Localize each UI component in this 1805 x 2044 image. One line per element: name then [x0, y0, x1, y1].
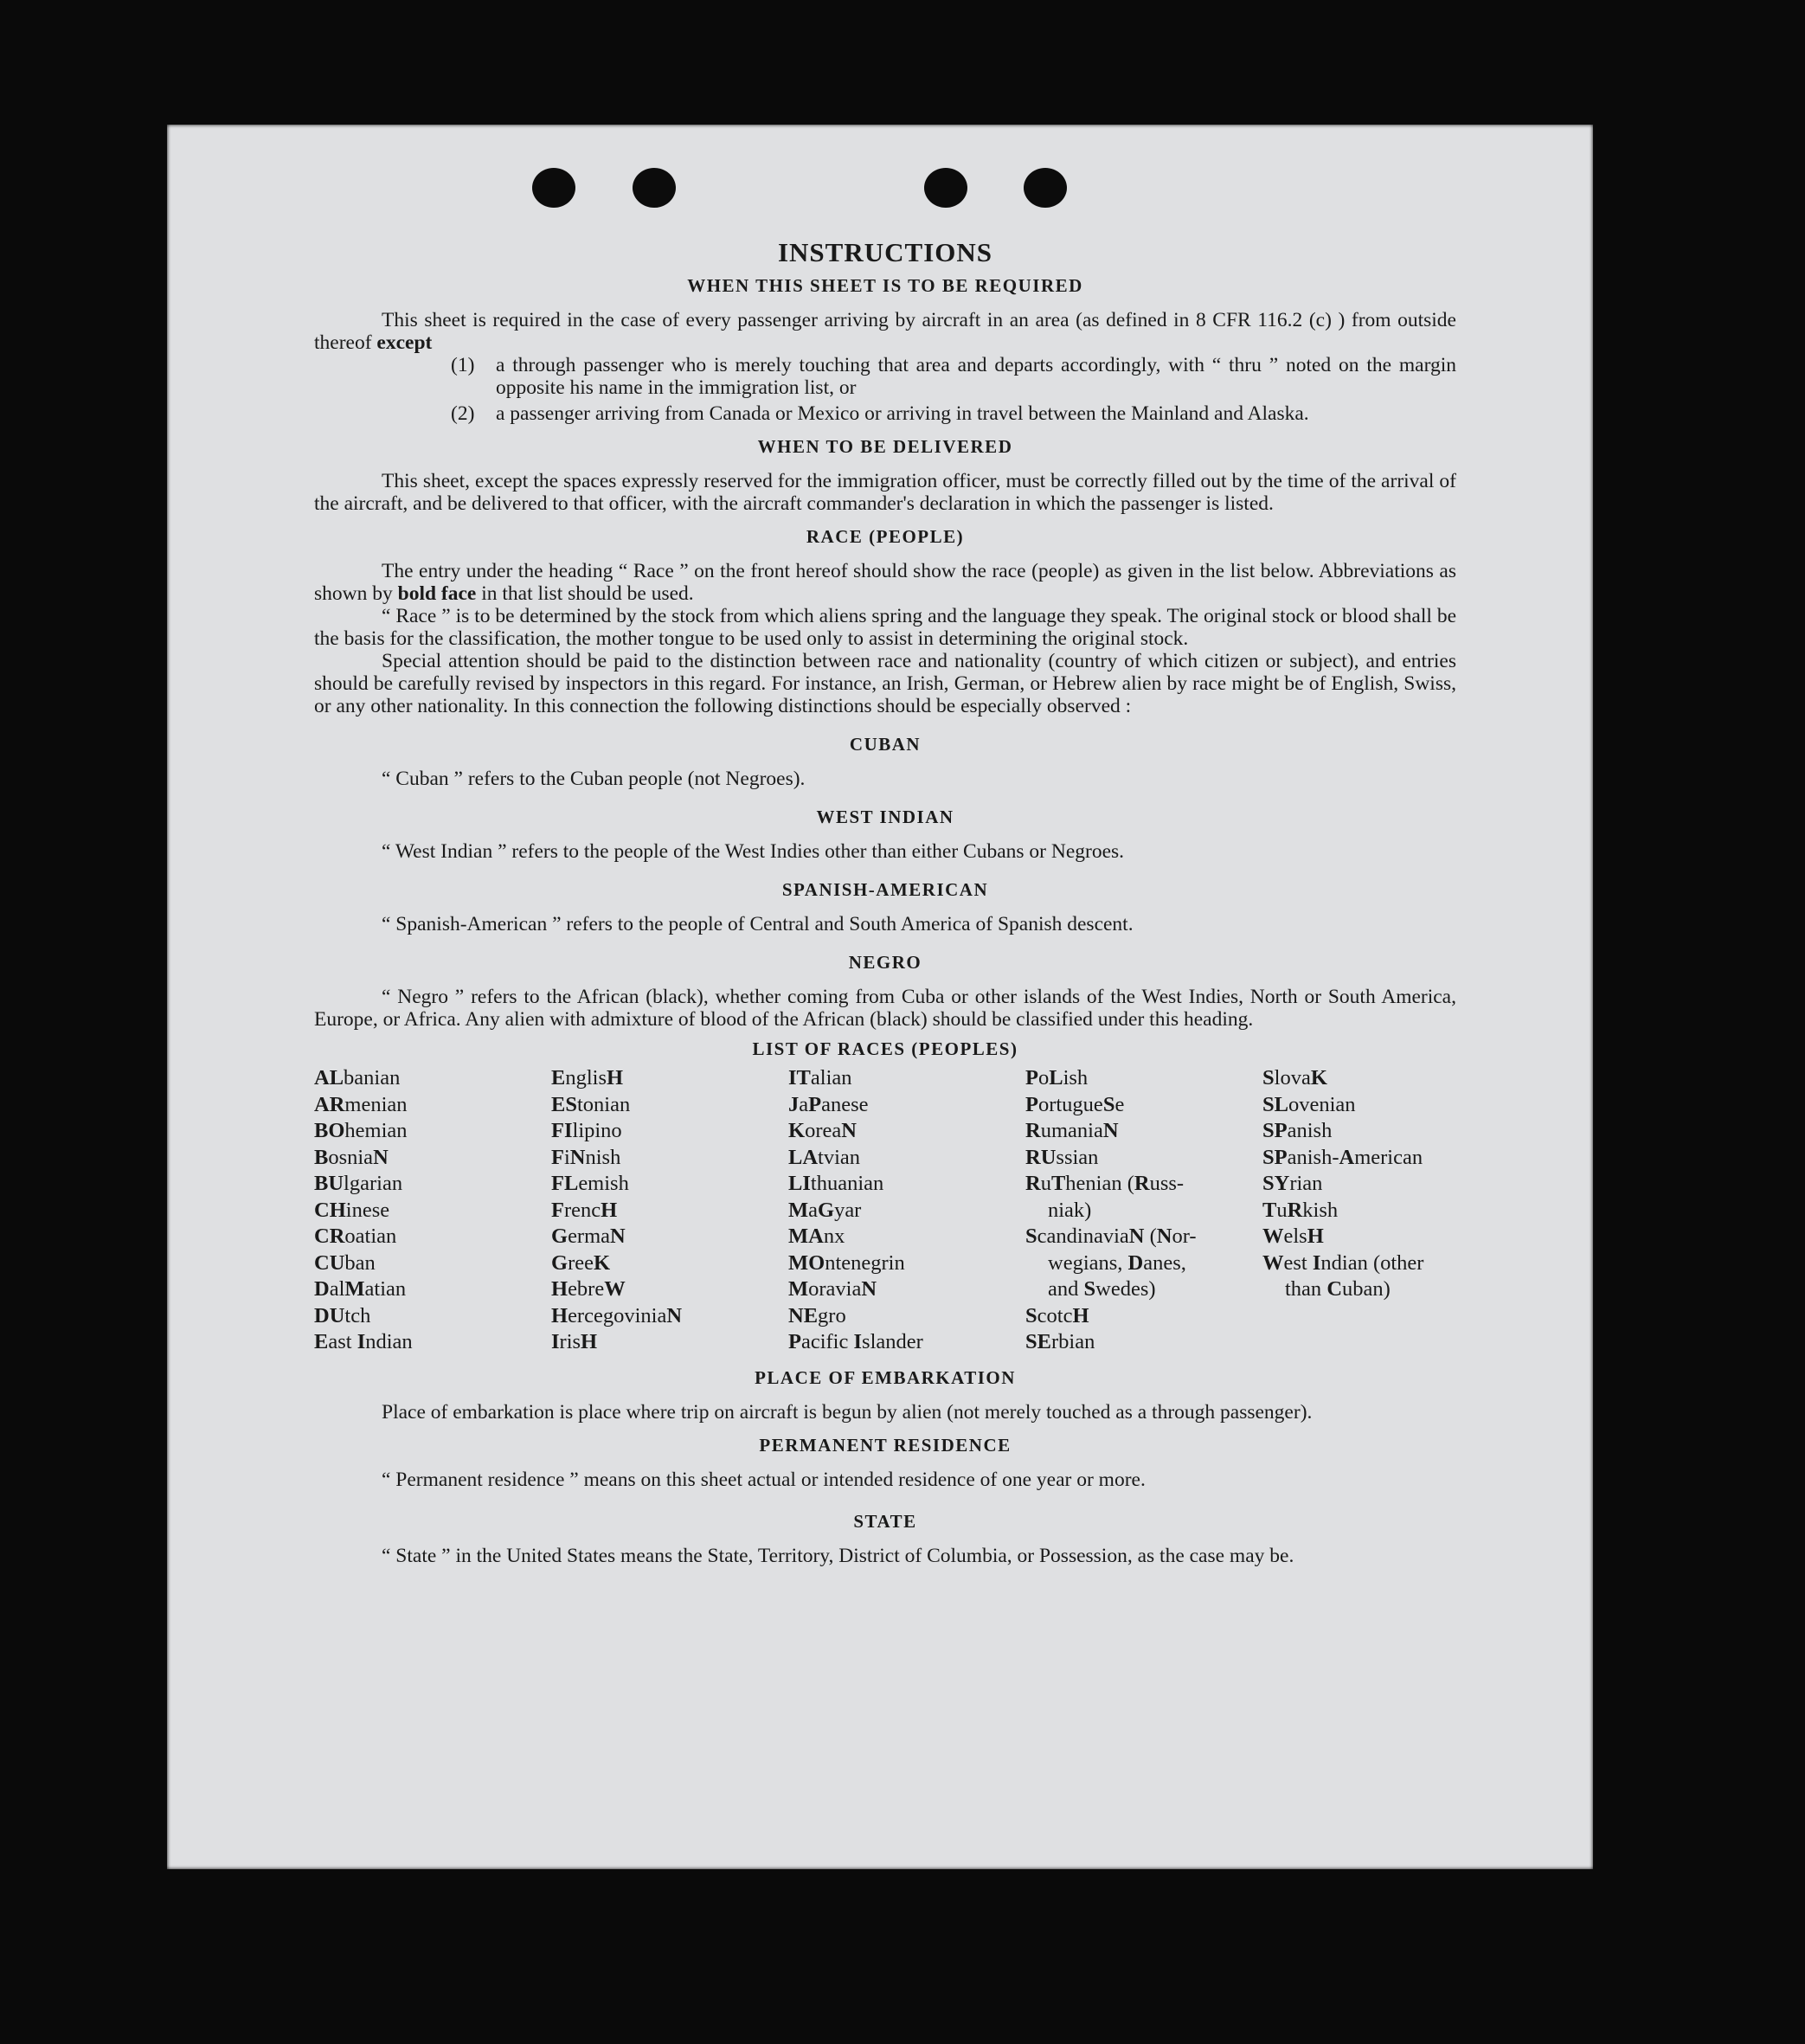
punch-hole — [924, 168, 967, 208]
required-intro: This sheet is required in the case of every passenger arriving by aircraft in an area (as defined in 8 CFR 116.2 (c) ) from outside thereof except — [314, 309, 1456, 354]
race-entry: Pacific Islander — [788, 1330, 923, 1353]
heading-race: RACE (PEOPLE) — [806, 526, 965, 547]
race-entry: ScandinaviaN (Nor- — [1025, 1224, 1197, 1248]
race-entry: HebreW — [551, 1277, 626, 1301]
race-entry: KoreaN — [788, 1119, 857, 1142]
race-paragraph-1: The entry under the heading “ Race ” on the front hereof should show the race (people) as given in the list below. Abbreviations as shown by bold face in that list should be used. — [314, 560, 1456, 605]
race-entry: SErbian — [1025, 1330, 1095, 1353]
heading-required: WHEN THIS SHEET IS TO BE REQUIRED — [687, 275, 1083, 296]
heading-list-of-races: LIST OF RACES (PEOPLES) — [752, 1038, 1018, 1059]
race-entry: West Indian (other — [1262, 1250, 1424, 1275]
cuban-text: “ Cuban ” refers to the Cuban people (not Negroes). — [382, 768, 806, 790]
race-entry: CRoatian — [314, 1224, 397, 1248]
residence-text: “ Permanent residence ” means on this sheet actual or intended residence of one year or more. — [382, 1468, 1146, 1491]
race-entry: BosniaN — [314, 1145, 389, 1169]
race-entry: MOntenegrin — [788, 1250, 905, 1275]
required-item-2: (2) a passenger arriving from Canada or Mexico or arriving in travel between the Mainland and Alaska. — [451, 402, 1309, 425]
race-entry: FiNnish — [551, 1145, 621, 1169]
race-entry: ITalian — [788, 1066, 852, 1089]
race-entry — [1262, 1303, 1456, 1330]
race-entry: SPanish-American — [1262, 1145, 1423, 1169]
race-entry: PortugueSe — [1025, 1092, 1125, 1116]
race-entry: ScotcH — [1025, 1303, 1089, 1327]
race-entry: EnglisH — [551, 1066, 624, 1089]
race-entry: GermaN — [551, 1224, 626, 1248]
west-indian-text: “ West Indian ” refers to the people of the West Indies other than either Cubans or Negroes. — [382, 840, 1125, 863]
race-entry: BOhemian — [314, 1119, 408, 1142]
races-list — [314, 1065, 1456, 1356]
race-entry: SYrian — [1262, 1172, 1323, 1195]
race-entry: FLemish — [551, 1172, 629, 1195]
race-entry: MoraviaN — [788, 1277, 877, 1301]
delivered-text: This sheet, except the spaces expressly reserved for the immigration officer, must be correctly filled out by the time of the arrival of the aircraft, and be delivered to that officer, with the aircraft commander's declaration in which the passenger is listed. — [314, 470, 1456, 515]
race-entry: IrisH — [551, 1330, 598, 1353]
race-entry: SLovenian — [1262, 1092, 1356, 1116]
race-entry: PoLish — [1025, 1066, 1089, 1089]
race-entry: MaGyar — [788, 1198, 862, 1222]
race-entry: wegians, Danes, — [1048, 1250, 1186, 1275]
race-entry: than Cuban) — [1285, 1277, 1391, 1301]
race-entry: JaPanese — [788, 1092, 869, 1116]
race-entry: and Swedes) — [1048, 1277, 1156, 1301]
race-entry: LIthuanian — [788, 1172, 884, 1195]
race-entry: DalMatian — [314, 1277, 407, 1301]
race-entry: MAnx — [788, 1224, 845, 1248]
race-paragraph-2: “ Race ” is to be determined by the stock from which aliens spring and the language they speak. The original stock or blood shall be the basis for the classification, the mother tongue to be used only to assist in determining the original stock. — [314, 605, 1456, 650]
required-item-1: (1) a through passenger who is merely touching that area and departs accordingly, with “ thru ” noted on the margin opposite his name in the immigration list, or — [451, 354, 1456, 399]
race-entry: HercegoviniaN — [551, 1303, 683, 1327]
race-entry — [1262, 1329, 1456, 1356]
race-entry: RUssian — [1025, 1145, 1099, 1169]
punch-hole — [633, 168, 676, 208]
punch-hole — [532, 168, 575, 208]
race-entry: FrencH — [551, 1198, 618, 1222]
heading-cuban: CUBAN — [849, 734, 922, 755]
race-paragraph-3: Special attention should be paid to the distinction between race and nationality (country of which citizen or subject), and entries should be carefully revised by inspectors in this regard. For instance, an Irish, German, or Hebrew alien by race might be of English, Swiss, or any other nationality. In this connection the following distinctions should be especially observed : — [314, 650, 1456, 717]
heading-spanish-american: SPANISH-AMERICAN — [781, 879, 989, 900]
race-entry: RuThenian (Russ- — [1025, 1172, 1185, 1195]
instructions-content — [314, 237, 1456, 1567]
race-entry: FIlipino — [551, 1119, 622, 1142]
heading-west-indian: WEST INDIAN — [816, 807, 954, 827]
race-entry: RumaniaN — [1025, 1119, 1119, 1142]
race-entry: EStonian — [551, 1092, 631, 1116]
heading-negro: NEGRO — [848, 952, 922, 973]
race-entry: SlovaK — [1262, 1066, 1327, 1089]
race-entry: GreeK — [551, 1250, 611, 1275]
race-entry: ARmenian — [314, 1092, 408, 1116]
race-entry: NEgro — [788, 1303, 846, 1327]
spanish-american-text: “ Spanish-American ” refers to the people of Central and South America of Spanish descent. — [382, 913, 1134, 935]
race-entry: niak) — [1048, 1198, 1092, 1222]
race-entry: ALbanian — [314, 1066, 401, 1089]
heading-residence: PERMANENT RESIDENCE — [759, 1434, 1012, 1456]
race-entry: DUtch — [314, 1303, 371, 1327]
state-text: “ State ” in the United States means the State, Territory, District of Columbia, or Possession, as the case may be. — [382, 1544, 1294, 1567]
punch-hole — [1024, 168, 1067, 208]
heading-state: STATE — [853, 1510, 917, 1532]
document-sheet — [167, 125, 1593, 1869]
race-entry: East Indian — [314, 1330, 413, 1353]
heading-embarkation: PLACE OF EMBARKATION — [755, 1366, 1016, 1388]
embarkation-text: Place of embarkation is place where trip on aircraft is begun by alien (not merely touched as a through passenger). — [382, 1400, 1313, 1424]
race-entry: CHinese — [314, 1198, 390, 1222]
race-entry: TuRkish — [1262, 1198, 1339, 1222]
race-entry: WelsH — [1262, 1224, 1324, 1248]
race-entry: LAtvian — [788, 1145, 861, 1169]
race-entry: SPanish — [1262, 1119, 1333, 1142]
race-entry: CUban — [314, 1250, 376, 1275]
race-entry: BUlgarian — [314, 1172, 403, 1195]
page-title: INSTRUCTIONS — [777, 237, 992, 267]
heading-delivered: WHEN TO BE DELIVERED — [757, 436, 1013, 457]
negro-text: “ Negro ” refers to the African (black), whether coming from Cuba or other islands of the West Indies, North or South America, Europe, or Africa. Any alien with admixture of blood of the African (black) should be classified under this heading. — [314, 986, 1456, 1031]
